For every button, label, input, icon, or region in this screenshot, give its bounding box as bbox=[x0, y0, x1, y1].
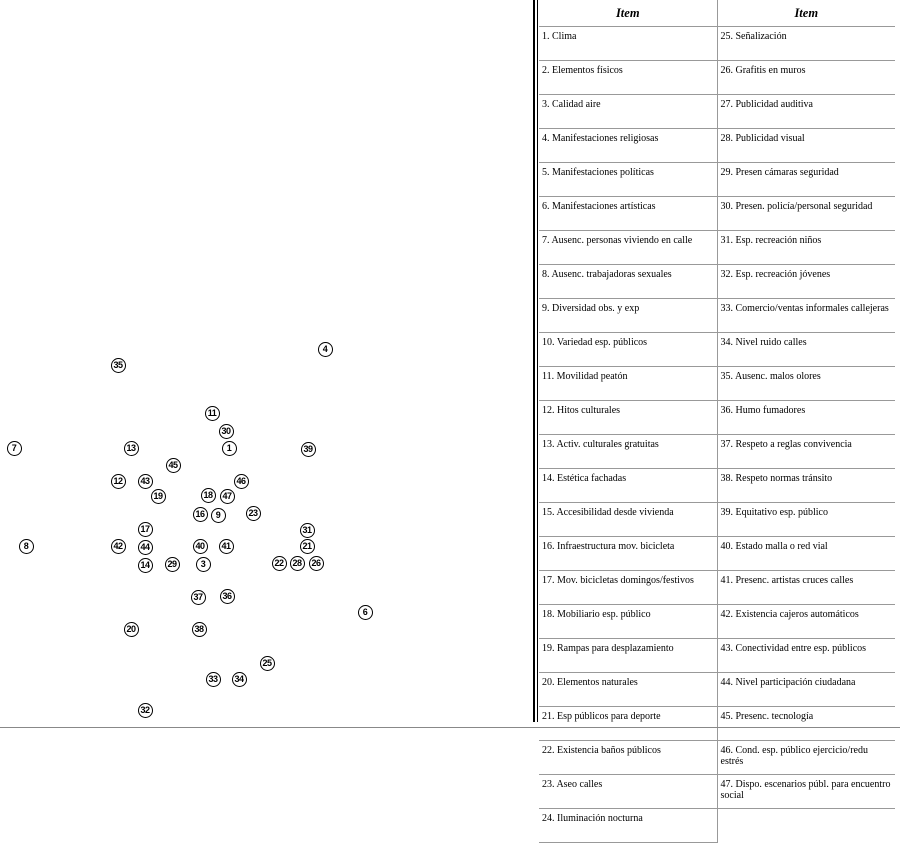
table-row bbox=[539, 333, 895, 367]
item-cell-right: 33. Comercio/ventas informales callejeras bbox=[717, 299, 895, 333]
item-point-8: 8 bbox=[19, 539, 34, 554]
item-cell-left: 10. Variedad esp. públicos bbox=[539, 333, 717, 367]
column-header-item-left: Item bbox=[539, 0, 717, 27]
item-point-34: 34 bbox=[232, 672, 247, 687]
item-legend-table bbox=[539, 0, 895, 843]
item-point-32: 32 bbox=[138, 703, 153, 718]
table-row bbox=[539, 775, 895, 809]
item-point-1: 1 bbox=[222, 441, 237, 456]
item-cell-right: 27. Publicidad auditiva bbox=[717, 95, 895, 129]
table-header-row bbox=[539, 0, 895, 27]
item-cell-right: 41. Presenc. artistas cruces calles bbox=[717, 571, 895, 605]
column-header-item-right: Item bbox=[717, 0, 895, 27]
double-divider-line-inner bbox=[537, 0, 539, 722]
table-row bbox=[539, 299, 895, 333]
item-cell-right: 29. Presen cámaras seguridad bbox=[717, 163, 895, 197]
table-row bbox=[539, 435, 895, 469]
table-row bbox=[539, 401, 895, 435]
table-row bbox=[539, 197, 895, 231]
item-point-31: 31 bbox=[300, 523, 315, 538]
item-point-4: 4 bbox=[318, 342, 333, 357]
item-point-21: 21 bbox=[300, 539, 315, 554]
item-point-18: 18 bbox=[201, 488, 216, 503]
table-row bbox=[539, 27, 895, 61]
item-point-9: 9 bbox=[211, 508, 226, 523]
item-point-25: 25 bbox=[260, 656, 275, 671]
table-row bbox=[539, 503, 895, 537]
item-cell-right: 47. Dispo. escenarios públ. para encuentro social bbox=[717, 775, 895, 809]
item-point-43: 43 bbox=[138, 474, 153, 489]
item-point-47: 47 bbox=[220, 489, 235, 504]
item-cell-right: 34. Nivel ruido calles bbox=[717, 333, 895, 367]
table-row bbox=[539, 809, 895, 843]
item-cell-left: 16. Infraestructura mov. bicicleta bbox=[539, 537, 717, 571]
item-point-30: 30 bbox=[219, 424, 234, 439]
bottom-rule bbox=[0, 727, 900, 728]
item-point-17: 17 bbox=[138, 522, 153, 537]
item-point-6: 6 bbox=[358, 605, 373, 620]
item-point-33: 33 bbox=[206, 672, 221, 687]
double-divider-line bbox=[533, 0, 535, 722]
item-point-23: 23 bbox=[246, 506, 261, 521]
item-cell-left: 4. Manifestaciones religiosas bbox=[539, 129, 717, 163]
item-cell-right: 42. Existencia cajeros automáticos bbox=[717, 605, 895, 639]
item-point-29: 29 bbox=[165, 557, 180, 572]
item-point-20: 20 bbox=[124, 622, 139, 637]
item-point-14: 14 bbox=[138, 558, 153, 573]
item-cell-right: 39. Equitativo esp. público bbox=[717, 503, 895, 537]
table-row bbox=[539, 95, 895, 129]
table-row bbox=[539, 469, 895, 503]
item-point-42: 42 bbox=[111, 539, 126, 554]
item-cell-left: 13. Activ. culturales gratuitas bbox=[539, 435, 717, 469]
item-point-19: 19 bbox=[151, 489, 166, 504]
item-cell-left: 6. Manifestaciones artísticas bbox=[539, 197, 717, 231]
item-point-13: 13 bbox=[124, 441, 139, 456]
table-row bbox=[539, 129, 895, 163]
item-point-35: 35 bbox=[111, 358, 126, 373]
item-cell-left: 2. Elementos físicos bbox=[539, 61, 717, 95]
table-row bbox=[539, 367, 895, 401]
item-point-38: 38 bbox=[192, 622, 207, 637]
item-cell-right: 28. Publicidad visual bbox=[717, 129, 895, 163]
item-cell-right: 26. Grafitis en muros bbox=[717, 61, 895, 95]
item-cell-left: 8. Ausenc. trabajadoras sexuales bbox=[539, 265, 717, 299]
item-cell-right: 36. Humo fumadores bbox=[717, 401, 895, 435]
item-cell-left: 23. Aseo calles bbox=[539, 775, 717, 809]
item-point-44: 44 bbox=[138, 540, 153, 555]
item-cell-left: 11. Movilidad peatón bbox=[539, 367, 717, 401]
item-cell-left: 22. Existencia baños públicos bbox=[539, 741, 717, 775]
item-point-26: 26 bbox=[309, 556, 324, 571]
item-cell-right: 25. Señalización bbox=[717, 27, 895, 61]
item-cell-left: 1. Clima bbox=[539, 27, 717, 61]
item-point-46: 46 bbox=[234, 474, 249, 489]
item-point-16: 16 bbox=[193, 507, 208, 522]
item-cell-left: 19. Rampas para desplazamiento bbox=[539, 639, 717, 673]
item-cell-right: 45. Presenc. tecnología bbox=[717, 707, 895, 741]
item-point-22: 22 bbox=[272, 556, 287, 571]
item-point-36: 36 bbox=[220, 589, 235, 604]
table-row bbox=[539, 707, 895, 741]
table-row bbox=[539, 537, 895, 571]
item-cell-right: 40. Estado malla o red vial bbox=[717, 537, 895, 571]
item-cell-right: 43. Conectividad entre esp. públicos bbox=[717, 639, 895, 673]
item-cell-right: 31. Esp. recreación niños bbox=[717, 231, 895, 265]
table-row bbox=[539, 605, 895, 639]
item-cell-left: 20. Elementos naturales bbox=[539, 673, 717, 707]
table-row bbox=[539, 265, 895, 299]
item-cell-right bbox=[717, 809, 895, 843]
item-cell-left: 24. Iluminación nocturna bbox=[539, 809, 717, 843]
table-row bbox=[539, 231, 895, 265]
item-cell-right: 35. Ausenc. malos olores bbox=[717, 367, 895, 401]
item-cell-right: 38. Respeto normas tránsito bbox=[717, 469, 895, 503]
item-cell-left: 14. Estética fachadas bbox=[539, 469, 717, 503]
item-cell-left: 3. Calidad aire bbox=[539, 95, 717, 129]
item-point-37: 37 bbox=[191, 590, 206, 605]
item-cell-left: 5. Manifestaciones políticas bbox=[539, 163, 717, 197]
item-cell-left: 12. Hitos culturales bbox=[539, 401, 717, 435]
item-cell-left: 18. Mobiliario esp. público bbox=[539, 605, 717, 639]
item-point-45: 45 bbox=[166, 458, 181, 473]
item-cell-left: 21. Esp públicos para deporte bbox=[539, 707, 717, 741]
table-row bbox=[539, 639, 895, 673]
table-row bbox=[539, 61, 895, 95]
item-cell-left: 17. Mov. bicicletas domingos/festivos bbox=[539, 571, 717, 605]
item-point-40: 40 bbox=[193, 539, 208, 554]
table-row bbox=[539, 571, 895, 605]
item-point-11: 11 bbox=[205, 406, 220, 421]
item-cell-right: 46. Cond. esp. público ejercicio/redu estrés bbox=[717, 741, 895, 775]
item-point-7: 7 bbox=[7, 441, 22, 456]
item-cell-right: 32. Esp. recreación jóvenes bbox=[717, 265, 895, 299]
table-row bbox=[539, 673, 895, 707]
table-row bbox=[539, 163, 895, 197]
item-cell-right: 30. Presen. policía/personal seguridad bbox=[717, 197, 895, 231]
item-point-41: 41 bbox=[219, 539, 234, 554]
item-cell-left: 15. Accesibilidad desde vivienda bbox=[539, 503, 717, 537]
item-point-28: 28 bbox=[290, 556, 305, 571]
table-row bbox=[539, 741, 895, 775]
item-cell-left: 7. Ausenc. personas viviendo en calle bbox=[539, 231, 717, 265]
item-cell-right: 44. Nivel participación ciudadana bbox=[717, 673, 895, 707]
item-point-39: 39 bbox=[301, 442, 316, 457]
item-cell-left: 9. Diversidad obs. y exp bbox=[539, 299, 717, 333]
item-point-3: 3 bbox=[196, 557, 211, 572]
item-cell-right: 37. Respeto a reglas convivencia bbox=[717, 435, 895, 469]
item-point-12: 12 bbox=[111, 474, 126, 489]
